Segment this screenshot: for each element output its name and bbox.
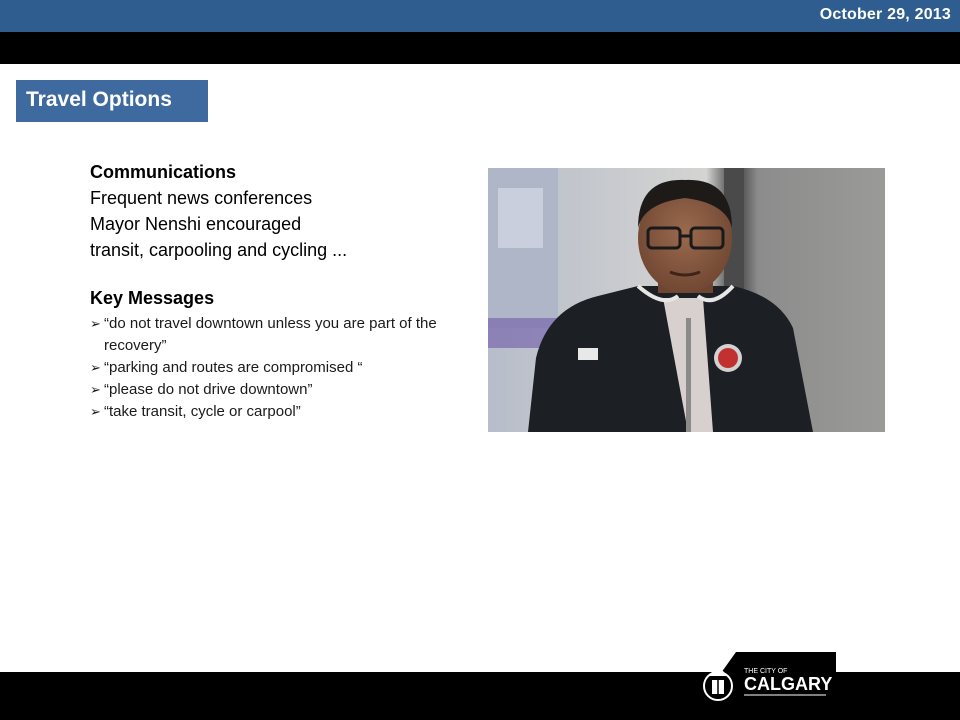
bullet-text: “parking and routes are compromised “ <box>104 359 363 376</box>
list-item <box>90 357 470 379</box>
header-bar <box>0 0 960 32</box>
header-band <box>0 32 960 64</box>
key-messages-list <box>90 313 470 423</box>
bullet-text: “take transit, cycle or carpool” <box>104 403 301 420</box>
communications-line: Mayor Nenshi encouraged <box>90 214 302 234</box>
header-date: October 29, 2013 <box>819 6 951 23</box>
list-item <box>90 401 470 423</box>
arrow-bullet-icon: ➢ <box>90 316 101 331</box>
mayor-photo <box>488 168 885 432</box>
slide-content <box>90 159 470 423</box>
communications-heading: Communications <box>90 162 237 182</box>
list-item <box>90 313 470 357</box>
slide-title-box <box>16 80 208 122</box>
bullet-text: “please do not drive downtown” <box>104 381 313 398</box>
logo-line-large: CALGARY <box>744 674 833 694</box>
communications-line: Frequent news conferences <box>90 188 313 208</box>
bullet-text: “do not travel downtown unless you are part of the recovery” <box>104 315 437 354</box>
list-item <box>90 379 470 401</box>
arrow-bullet-icon: ➢ <box>90 404 101 419</box>
calgary-logo <box>696 652 836 708</box>
arrow-bullet-icon: ➢ <box>90 360 101 375</box>
slide-title: Travel Options <box>26 88 172 111</box>
spacer <box>90 263 470 285</box>
arrow-bullet-icon: ➢ <box>90 382 101 397</box>
communications-line: transit, carpooling and cycling ... <box>90 240 348 260</box>
key-messages-heading: Key Messages <box>90 288 215 308</box>
logo-line-small: THE CITY OF <box>744 668 788 675</box>
